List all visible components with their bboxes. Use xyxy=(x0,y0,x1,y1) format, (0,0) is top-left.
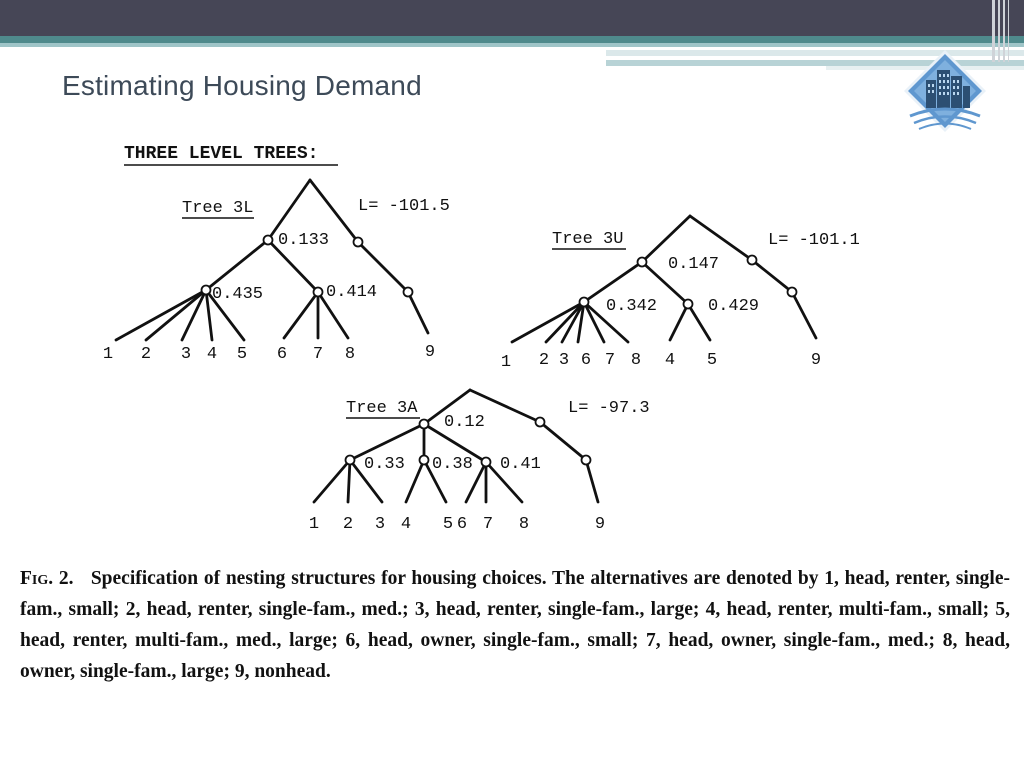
coefficient-label: 0.38 xyxy=(432,455,473,474)
caption-text: Specification of nesting structures for housing choices. The alternatives are denoted by 1, head, renter, single-fam., small; 2, head, renter, single-fam., med.; 3, head, renter, single-fam., large; 4, head, renter, multi-fam., small; 5, head, renter, multi-fam., med., large; 6, head, owner, single-fam., small; 7, head, owner, single-fam., med.; 8, head, owner, single-fam., large; 9, nonhead. xyxy=(20,568,1010,682)
leaf-label: 3 xyxy=(558,351,570,370)
coefficient-label: 0.429 xyxy=(708,297,760,316)
leaf-label: 4 xyxy=(400,515,412,534)
likelihood-label: L= -101.1 xyxy=(768,231,860,250)
tree-name: Tree 3A xyxy=(346,399,418,418)
accent-stripe xyxy=(0,36,1024,43)
coefficient-label: 0.133 xyxy=(278,231,330,250)
coefficient-label: 0.435 xyxy=(212,285,264,304)
nesting-trees-figure xyxy=(0,130,1024,550)
accent-stripe-light xyxy=(0,43,1024,47)
coefficient-label: 0.33 xyxy=(364,455,405,474)
leaf-label: 6 xyxy=(276,345,288,364)
coefficient-label: 0.12 xyxy=(444,413,485,432)
leaf-label: 6 xyxy=(580,351,592,370)
page-title: Estimating Housing Demand xyxy=(62,70,422,101)
figure-heading: THREE LEVEL TREES: xyxy=(124,144,319,164)
leaf-label: 9 xyxy=(424,343,436,362)
caption-label: Fig. 2. xyxy=(20,568,74,589)
leaf-label: 2 xyxy=(538,351,550,370)
coefficient-label: 0.342 xyxy=(606,297,658,316)
leaf-label: 7 xyxy=(312,345,324,364)
leaf-label: 8 xyxy=(518,515,530,534)
leaf-label: 1 xyxy=(308,515,320,534)
likelihood-label: L= -101.5 xyxy=(358,197,450,216)
leaf-label: 2 xyxy=(140,345,152,364)
leaf-label: 7 xyxy=(604,351,616,370)
slide-top-bar xyxy=(0,0,1024,36)
coefficient-label: 0.41 xyxy=(500,455,541,474)
edge-decoration xyxy=(990,0,1024,62)
leaf-label: 5 xyxy=(236,345,248,364)
coefficient-label: 0.414 xyxy=(326,283,378,302)
coefficient-label: 0.147 xyxy=(668,255,720,274)
leaf-label: 2 xyxy=(342,515,354,534)
leaf-label: 8 xyxy=(630,351,642,370)
leaf-label: 9 xyxy=(810,351,822,370)
tree-name: Tree 3L xyxy=(182,199,254,218)
leaf-label: 3 xyxy=(180,345,192,364)
figure-caption xyxy=(20,563,1010,687)
leaf-label: 1 xyxy=(500,353,512,372)
leaf-label: 1 xyxy=(102,345,114,364)
tree-name: Tree 3U xyxy=(552,230,624,249)
likelihood-label: L= -97.3 xyxy=(568,399,650,418)
leaf-label: 4 xyxy=(206,345,218,364)
leaf-label: 4 xyxy=(664,351,676,370)
leaf-label: 5 xyxy=(706,351,718,370)
building-icon xyxy=(900,46,990,136)
leaf-label: 9 xyxy=(594,515,606,534)
leaf-label: 8 xyxy=(344,345,356,364)
leaf-label: 7 xyxy=(482,515,494,534)
leaf-label: 3 xyxy=(374,515,386,534)
leaf-label: 5 xyxy=(442,515,454,534)
leaf-label: 6 xyxy=(456,515,468,534)
